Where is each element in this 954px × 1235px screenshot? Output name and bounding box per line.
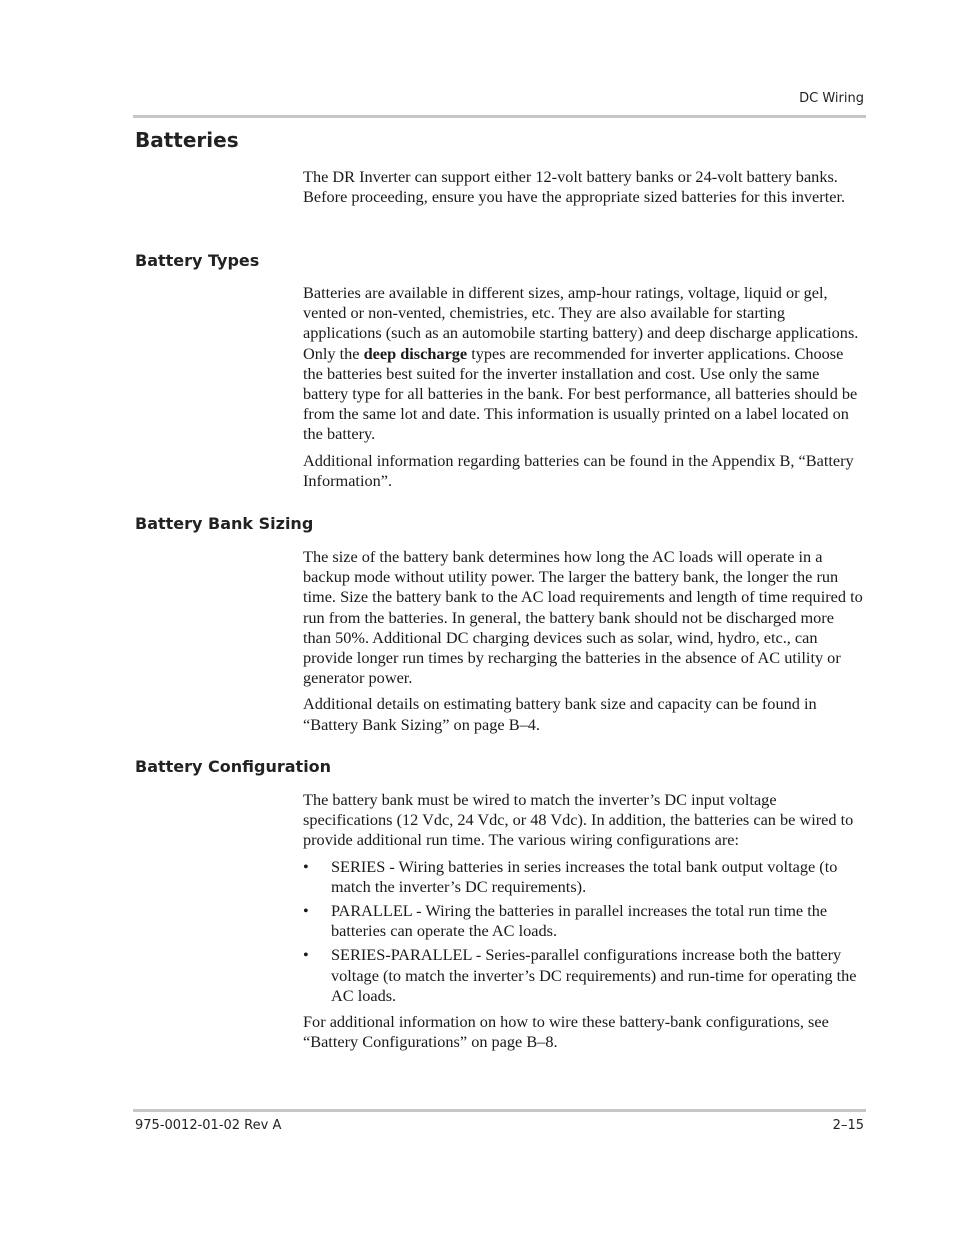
battery-configuration-paragraph: The battery bank must be wired to match the inverter’s DC input voltage specifications (12 Vdc, 24 Vdc, or 48 Vdc). In addition, the batteries can be wired to provide additional run time. The various wiring configurations are: — [303, 790, 854, 850]
wiring-configuration-list — [303, 857, 865, 1006]
battery-configuration-block — [303, 790, 865, 1058]
battery-bank-sizing-block — [303, 547, 865, 741]
list-item-text: SERIES - Wiring batteries in series increases the total bank output voltage (to match the inverter’s DC requirements). — [331, 856, 838, 896]
deep-discharge-emphasis: deep discharge — [363, 343, 468, 363]
battery-bank-sizing-reference: Additional details on estimating battery bank size and capacity can be found in “Battery Bank Sizing” on page B–4. — [303, 694, 817, 734]
running-header: DC Wiring — [799, 91, 864, 106]
battery-types-block — [303, 283, 865, 497]
battery-types-paragraph — [303, 283, 865, 445]
section-title: Batteries — [135, 128, 239, 152]
footer-rule — [133, 1109, 866, 1112]
battery-bank-sizing-heading: Battery Bank Sizing — [135, 514, 314, 533]
header-rule — [133, 115, 866, 118]
bullet-icon: • — [303, 856, 309, 876]
intro-paragraph: The DR Inverter can support either 12-volt battery banks or 24-volt battery banks. Before proceeding, ensure you have the appropriate sized batteries for this inverter. — [303, 167, 846, 207]
page-number: 2–15 — [832, 1118, 864, 1133]
document-number: 975-0012-01-02 Rev A — [135, 1118, 282, 1133]
list-item-text: PARALLEL - Wiring the batteries in parallel increases the total run time the batteries can operate the AC loads. — [331, 901, 828, 941]
battery-types-heading: Battery Types — [135, 251, 260, 270]
battery-types-text-2: types are recommended for inverter applications. Choose the batteries best suited for the inverter installation and cost. Use only the same battery type for all batteries in the bank. For best performance, all batteries should be from the same lot and date. This information is usually printed on a label located on the battery. — [303, 343, 858, 444]
battery-types-text-1: Batteries are available in different sizes, amp-hour ratings, voltage, liquid or gel, vented or non-vented, chemistries, etc. They are also available for starting applications (such as an automobile starting battery) and deep discharge applications. Only the — [303, 283, 859, 363]
list-item — [303, 857, 865, 897]
battery-configuration-reference: For additional information on how to wire these battery-bank configurations, see “Battery Configurations” on page B–8. — [303, 1012, 829, 1052]
battery-configuration-heading: Battery Configuration — [135, 757, 332, 776]
bullet-icon: • — [303, 901, 309, 921]
intro-block — [303, 167, 865, 213]
list-item-text: SERIES-PARALLEL - Series-parallel configurations increase both the battery voltage (to match the inverter’s DC requirements) and run-time for operating the AC loads. — [331, 945, 857, 1005]
battery-bank-sizing-paragraph: The size of the battery bank determines how long the AC loads will operate in a backup mode without utility power. The larger the battery bank, the longer the run time. Size the battery bank to the AC load requirements and length of time required to run from the batteries. In general, the battery bank should not be discharged more than 50%. Additional DC charging devices such as solar, wind, hydro, etc., can provide longer run times by recharging the batteries in the absence of AC utility or generator power. — [303, 547, 863, 688]
list-item — [303, 901, 865, 941]
list-item — [303, 945, 865, 1006]
bullet-icon: • — [303, 945, 309, 965]
battery-types-reference: Additional information regarding batteries can be found in the Appendix B, “Battery Information”. — [303, 450, 854, 490]
